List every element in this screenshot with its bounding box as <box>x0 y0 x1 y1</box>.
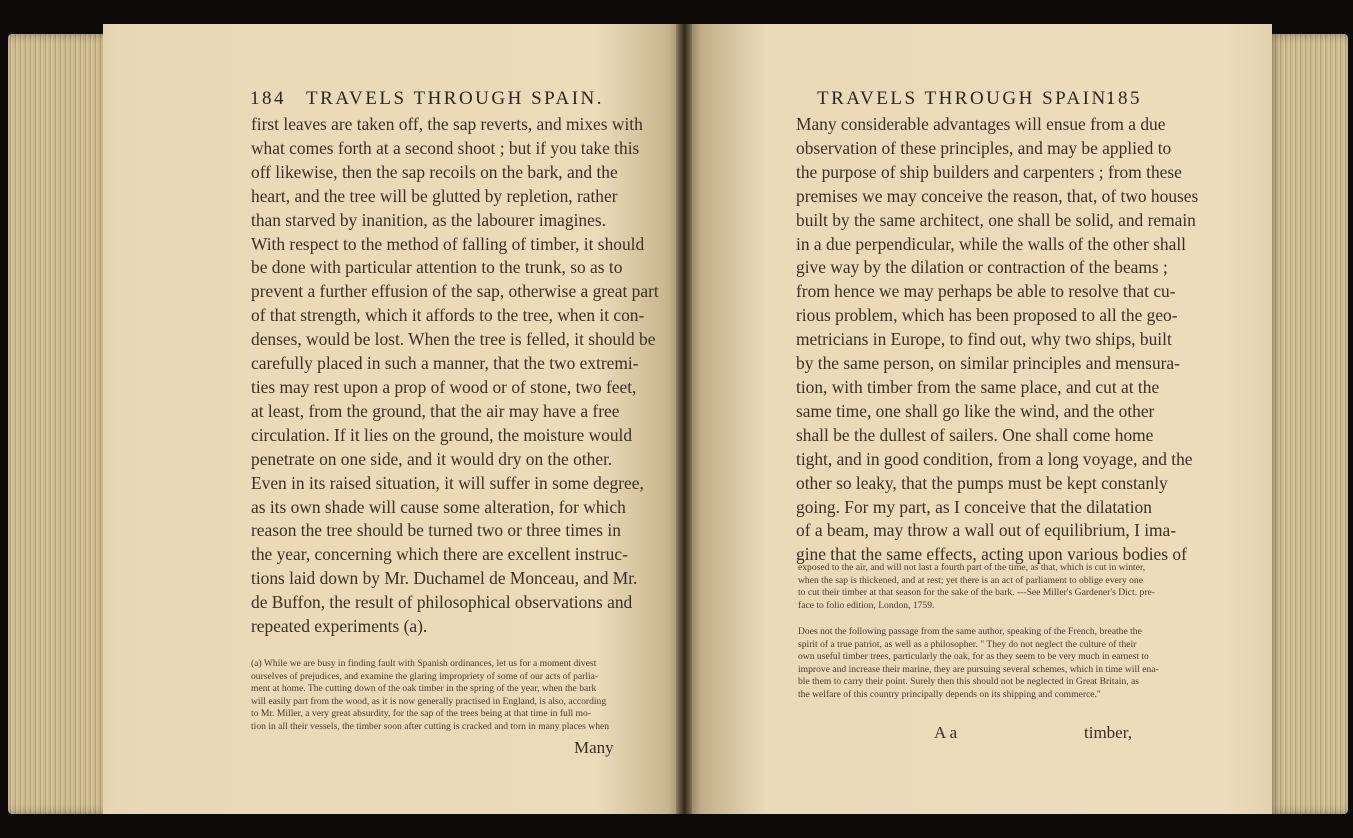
text-line: metricians in Europe, to find out, why two ships, built <box>796 329 1172 350</box>
footnote-line: face to folio edition, London, 1759. <box>798 599 935 611</box>
text-line: ties may rest upon a prop of wood or of stone, two feet, <box>251 376 637 397</box>
right-footnote-continued <box>798 562 1158 612</box>
text-line: denses, would be lost. When the tree is felled, it should be <box>251 329 656 350</box>
text-line: carefully placed in such a manner, that the two extremi- <box>251 353 639 374</box>
left-running-head: TRAVELS THROUGH SPAIN. <box>306 88 605 109</box>
footnote-line: exposed to the air, and will not last a fourth part of the time, as that, which is cut in winter, <box>798 562 1146 573</box>
text-line: prevent a further effusion of the sap, otherwise a great part <box>251 281 659 302</box>
text-line: first leaves are taken off, the sap reverts, and mixes with <box>251 114 643 134</box>
signature-mark: A a <box>934 723 958 742</box>
text-line: repeated experiments (a). <box>251 616 428 637</box>
text-line: than starved by inanition, as the labourer imagines. <box>251 209 606 230</box>
footnote-line: to cut their timber at that season for the sake of the bark. ---See Miller's Gardener's Dict. pre- <box>798 587 1155 599</box>
text-line: Even in its raised situation, it will suffer in some degree, <box>251 472 644 493</box>
text-line: de Buffon, the result of philosophical observations and <box>251 592 633 613</box>
footnote-line: to Mr. Miller, a very great absurdity, for the sap of the trees being at that time in full mo- <box>251 708 592 720</box>
text-line: of that strength, which it affords to the tree, when it con- <box>251 305 645 326</box>
text-line: tions laid down by Mr. Duchamel de Monceau, and Mr. <box>251 568 638 589</box>
text-line: be done with particular attention to the trunk, so as to <box>251 257 623 278</box>
footnote-line: when the sap is thickened, and at rest; yet there is an act of parliament to oblige every one <box>798 574 1143 586</box>
footnote-line: will easily part from the wood, as it is now generally practised in England, is also, according <box>251 695 607 707</box>
right-catchword: timber, <box>1084 723 1132 742</box>
text-line: from hence we may perhaps be able to resolve that cu- <box>796 281 1176 302</box>
text-line: penetrate on one side, and it would dry on the other. <box>251 448 613 469</box>
text-line: what comes forth at a second shoot ; but if you take this <box>251 137 640 158</box>
text-line: give way by the dilation or contraction of the beams ; <box>796 257 1168 278</box>
text-line: same time, one shall go like the wind, and the other <box>796 400 1155 421</box>
text-line: of a beam, may throw a wall out of equilibrium, I ima- <box>796 520 1177 541</box>
right-body-text <box>796 113 1199 567</box>
left-page-number: 184 <box>250 88 286 109</box>
text-line: With respect to the method of falling of timber, it should <box>251 233 645 254</box>
text-line: in a due perpendicular, while the walls of the other shall <box>796 233 1186 254</box>
text-line: by the same person, on similar principles and mensura- <box>796 353 1180 374</box>
text-line: the purpose of ship builders and carpenters ; from these <box>796 161 1182 182</box>
text-line: reason the tree should be turned two or three times in <box>251 520 621 541</box>
footnote-line: the welfare of this country principally depends on its shipping and commerce." <box>798 688 1101 700</box>
left-body-text <box>251 113 659 639</box>
footnote-line: (a) While we are busy in finding fault with Spanish ordinances, let us for a moment divest <box>251 658 597 669</box>
text-line: Many considerable advantages will ensue from a due <box>796 114 1166 134</box>
text-line: gine that the same effects, acting upon various bodies of <box>796 544 1187 565</box>
footnote-line: Does not the following passage from the same author, speaking of the French, breathe the <box>798 626 1142 637</box>
footnote-line: improve and increase their marine, they are pursuing several schemes, which in time will ena- <box>798 663 1159 675</box>
text-line: other so leaky, that the pumps must be kept constanly <box>796 472 1168 493</box>
left-footnote <box>251 658 621 734</box>
text-line: observation of these principles, and may be applied to <box>796 137 1172 158</box>
text-line: premises we may conceive the reason, that, of two houses <box>796 185 1199 206</box>
text-line: as its own shade will cause some alteration, for which <box>251 496 626 517</box>
text-line: the year, concerning which there are excellent instruc- <box>251 544 628 565</box>
footnote-line: ment at home. The cutting down of the oak timber in the spring of the year, when the bark <box>251 683 597 695</box>
text-line: rious problem, which has been proposed to all the geo- <box>796 305 1178 326</box>
book-gutter <box>676 24 692 814</box>
right-page-number: 185 <box>1106 88 1142 109</box>
text-line: shall be the dullest of sailers. One shall come home <box>796 424 1154 445</box>
right-running-head: TRAVELS THROUGH SPAIN. <box>817 88 1116 109</box>
footnote-line: tion in all their vessels, the timber soon after cutting is cracked and torn in many places when <box>251 720 610 732</box>
text-line: off likewise, then the sap recoils on the bark, and the <box>251 161 618 182</box>
text-line: tion, with timber from the same place, and cut at the <box>796 376 1160 397</box>
right-footnote-second <box>798 626 1158 702</box>
left-catchword: Many <box>574 738 614 757</box>
right-page-edges <box>1268 34 1348 814</box>
text-line: heart, and the tree will be glutted by repletion, rather <box>251 185 618 206</box>
footnote-line: ble them to carry their point. Surely then this should not be neglected in Great Britain, as <box>798 676 1140 688</box>
footnote-line: own useful timber trees, particularly the oak, for as they seem to be very much in earnest to <box>798 651 1149 663</box>
text-line: going. For my part, as I conceive that the dilatation <box>796 496 1152 517</box>
footnote-line: spirit of a true patriot, as well as a philosopher. " They do not neglect the culture of their <box>798 638 1137 650</box>
text-line: at least, from the ground, that the air may have a free <box>251 400 620 421</box>
text-line: tight, and in good condition, from a long voyage, and the <box>796 448 1193 469</box>
text-line: circulation. If it lies on the ground, the moisture would <box>251 424 633 445</box>
left-page-edges <box>8 34 113 814</box>
footnote-line: ourselves of prejudices, and examine the glaring impropriety of some of our acts of parlia- <box>251 670 599 682</box>
text-line: built by the same architect, one shall be solid, and remain <box>796 209 1196 230</box>
